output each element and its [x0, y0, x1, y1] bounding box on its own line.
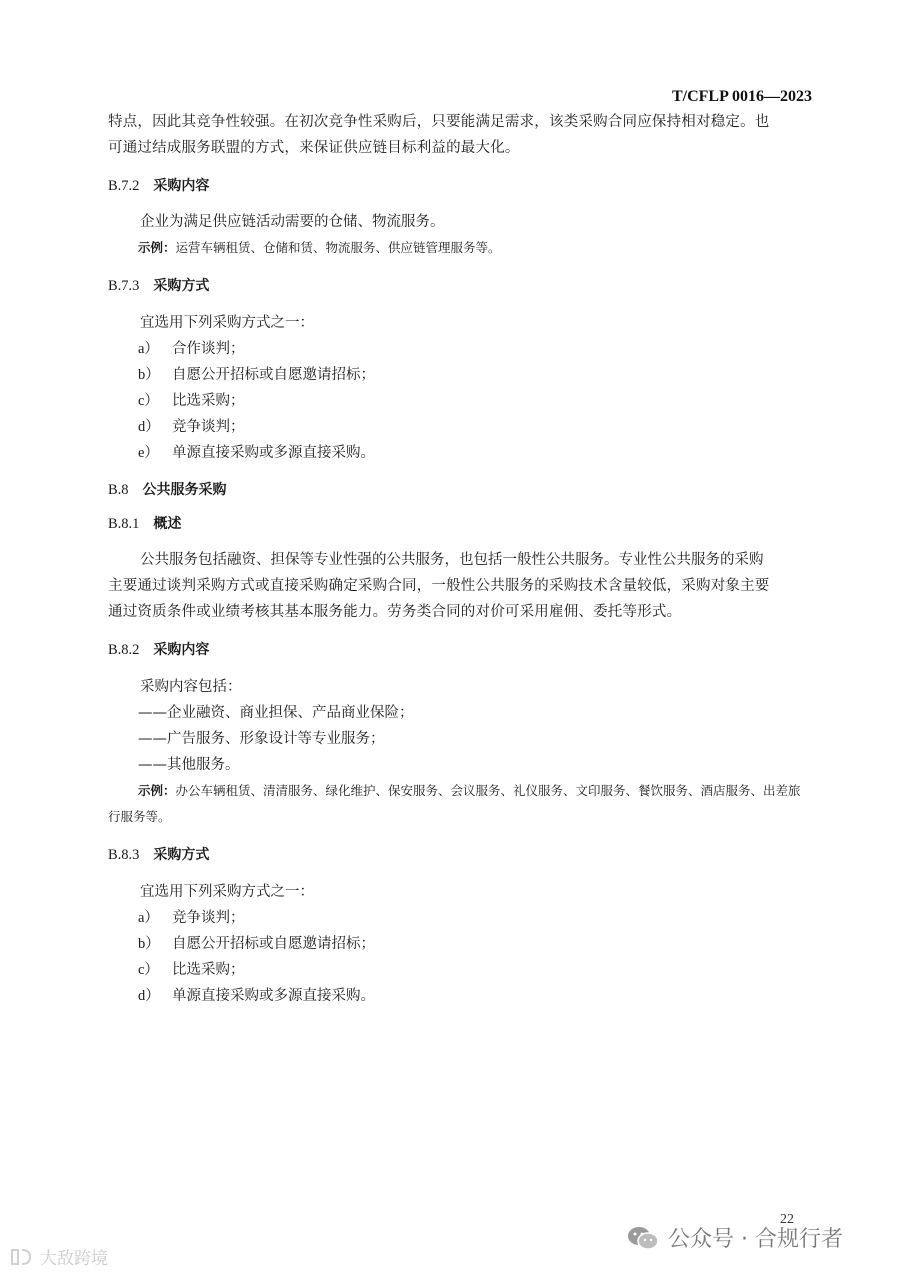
list-marker: e） [138, 445, 159, 461]
section-heading-b82 [108, 640, 209, 660]
list-marker: b） [138, 936, 160, 952]
logo-icon [8, 1246, 34, 1268]
list-item [138, 908, 245, 928]
section-title: 采购方式 [153, 847, 210, 863]
section-number: B.8.1 [108, 516, 140, 532]
list-lead: 采购内容包括： [140, 679, 242, 695]
list-marker: a） [138, 341, 159, 357]
list-text: 合作谈判； [172, 341, 245, 357]
document-code: T/CFLP 0016—2023 [671, 88, 812, 105]
dash-list-item: ——其他服务。 [138, 757, 240, 773]
watermark-logo [8, 1244, 108, 1269]
list-text: 自愿公开招标或自愿邀请招标； [172, 367, 375, 383]
section-number: B.7.2 [108, 178, 140, 194]
intro-line-1: 特点，因此其竞争性较强。在初次竞争性采购后，只要能满足需求，该类采购合同应保持相对稳定。也 [108, 114, 770, 130]
section-heading-b83 [108, 845, 209, 865]
section-heading-b72 [108, 176, 209, 196]
example-note [138, 238, 501, 258]
list-marker: c） [138, 393, 159, 409]
section-title: 采购方式 [153, 278, 210, 294]
section-number: B.8 [108, 482, 129, 498]
paragraph-line: 通过资质条件或业绩考核其基本服务能力。劳务类合同的对价可采用雇佣、委托等形式。 [108, 604, 682, 620]
example-label: 示例： [138, 783, 176, 798]
list-item [138, 391, 245, 411]
watermark-text: 公众号 · 合规行者 [668, 1227, 843, 1252]
example-note-continued: 行服务等。 [108, 809, 171, 824]
example-note [138, 781, 801, 801]
section-number: B.8.3 [108, 847, 140, 863]
section-number: B.8.2 [108, 642, 140, 658]
example-text: 办公车辆租赁、清清服务、绿化维护、保安服务、会议服务、礼仪服务、文印服务、餐饮服务、酒店服务、出差旅 [175, 783, 801, 798]
list-text: 比选采购； [172, 962, 245, 978]
list-text: 竞争谈判； [172, 910, 245, 926]
section-heading-b8 [108, 480, 227, 500]
wechat-icon [626, 1225, 660, 1251]
list-item [138, 934, 375, 954]
list-item [138, 365, 375, 385]
dash-list-item: ——企业融资、商业担保、产品商业保险； [138, 705, 414, 721]
list-text: 竞争谈判； [172, 419, 245, 435]
section-title: 采购内容 [153, 178, 210, 194]
example-text: 运营车辆租赁、仓储和赁、物流服务、供应链管理服务等。 [175, 240, 501, 255]
list-item [138, 417, 245, 437]
section-heading-b73 [108, 276, 209, 296]
list-text: 单源直接采购或多源直接采购。 [172, 445, 375, 461]
section-heading-b81 [108, 514, 181, 534]
list-marker: c） [138, 962, 159, 978]
paragraph-line: 主要通过谈判采购方式或直接采购确定采购合同，一般性公共服务的采购技术含量较低，采购对象主要 [108, 578, 770, 594]
list-text: 比选采购； [172, 393, 245, 409]
list-text: 自愿公开招标或自愿邀请招标； [172, 936, 375, 952]
list-item [138, 443, 375, 463]
page-number: 22 [780, 1212, 794, 1227]
list-marker: b） [138, 367, 160, 383]
list-marker: d） [138, 419, 160, 435]
dash-list-item: ——广告服务、形象设计等专业服务； [138, 731, 385, 747]
section-number: B.7.3 [108, 278, 140, 294]
list-lead: 宜选用下列采购方式之一： [140, 884, 314, 900]
section-title: 概述 [153, 516, 182, 532]
list-item [138, 339, 245, 359]
paragraph-line: 公共服务包括融资、担保等专业性强的公共服务，也包括一般性公共服务。专业性公共服务的采购 [140, 552, 764, 568]
section-title: 公共服务采购 [142, 482, 227, 498]
section-title: 采购内容 [153, 642, 210, 658]
list-lead: 宜选用下列采购方式之一： [140, 315, 314, 331]
watermark-text: 大敌跨境 [40, 1249, 108, 1269]
list-item [138, 986, 375, 1006]
list-text: 单源直接采购或多源直接采购。 [172, 988, 375, 1004]
intro-line-2: 可通过结成服务联盟的方式，来保证供应链目标利益的最大化。 [108, 140, 520, 156]
watermark-wechat [626, 1222, 843, 1253]
list-item [138, 960, 245, 980]
paragraph: 企业为满足供应链活动需要的仓储、物流服务。 [140, 214, 445, 230]
example-label: 示例： [138, 240, 176, 255]
list-marker: d） [138, 988, 160, 1004]
list-marker: a） [138, 910, 159, 926]
